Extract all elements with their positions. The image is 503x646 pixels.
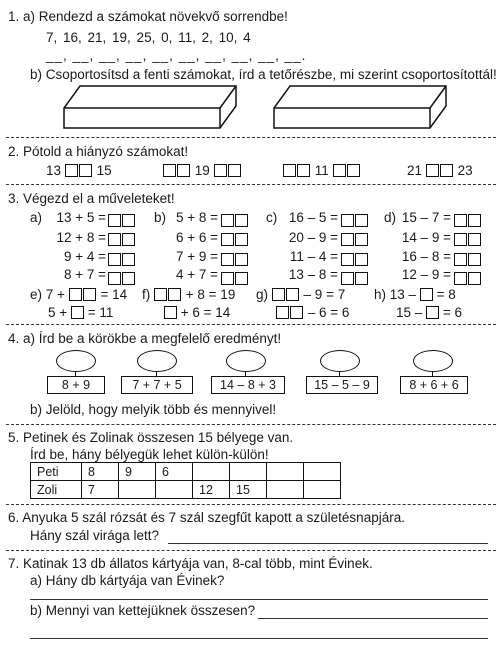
q3-h-label: h) [374,287,387,302]
answer-box[interactable] [108,214,121,227]
q3-title: 3. Végezd el a műveleteket! [8,191,175,206]
answer-box[interactable] [108,272,121,285]
roof-box-right[interactable] [270,84,450,130]
answer-box[interactable] [454,253,467,266]
table-cell[interactable]: 7 [82,481,119,499]
table-cell[interactable] [267,463,304,481]
q7-a: a) Hány db kártyája van Évinek? [30,573,225,588]
result-circle[interactable] [320,350,360,372]
table-cell[interactable] [119,481,156,499]
answer-box[interactable] [272,288,285,301]
table-cell[interactable] [230,463,267,481]
expression-box: 14 – 8 + 3 [211,376,285,394]
q3-op: = 11 [87,305,114,320]
q3-op: 13 + 5 = [56,210,106,225]
q3-op: 13 – 8 = [288,267,338,282]
divider [6,137,496,138]
answer-box[interactable] [164,306,177,319]
q3-g-line1 [256,287,345,302]
answer-box[interactable] [122,272,135,285]
table-cell[interactable]: 6 [156,463,193,481]
answer-box[interactable] [65,164,78,177]
answer-box[interactable] [79,164,92,177]
answer-box[interactable] [221,272,234,285]
answer-box[interactable] [341,233,354,246]
answer-box[interactable] [122,233,135,246]
table-cell: Peti [31,463,82,481]
q3-e-line2 [48,305,113,320]
q3-c-answers [341,211,369,288]
answer-box[interactable] [440,164,453,177]
divider [6,324,496,325]
table-cell[interactable]: 9 [119,463,156,481]
q1-numbers: 7, 16, 21, 19, 25, 0, 11, 2, 10, 4 [46,30,251,45]
answer-box[interactable] [454,233,467,246]
q3-h-line1 [374,287,456,302]
q2-right: 19 [194,163,210,178]
table-cell[interactable] [304,481,341,499]
q1-b: b) Csoportosítsd a fenti számokat, írd a tetőrészbe, mi szerint csoportosítottál! [30,67,497,82]
table-cell[interactable]: 8 [82,463,119,481]
q4-b: b) Jelöld, hogy melyik több és mennyivel! [30,402,277,417]
answer-box[interactable] [221,233,234,246]
answer-box[interactable] [468,233,481,246]
q3-op: 6 + 6 = [175,230,218,245]
q3-op: 15 – 7 = [401,210,451,225]
table-cell[interactable] [304,463,341,481]
table-row [31,463,341,481]
table-cell: Zoli [31,481,82,499]
answer-box[interactable] [355,233,368,246]
answer-box[interactable] [214,164,227,177]
q3-op: 16 – 5 = [288,210,338,225]
q2-item-1 [46,163,112,178]
table-cell[interactable]: 15 [230,481,267,499]
answer-box[interactable] [297,164,310,177]
answer-line[interactable] [30,638,488,639]
q3-op: 16 – 8 = [401,249,451,264]
roof-box-left[interactable] [60,84,240,130]
q3-f-line2 [164,305,230,320]
answer-box[interactable] [286,288,299,301]
answer-box[interactable] [347,164,360,177]
result-circle[interactable] [137,350,177,372]
q7-line1: 7. Katinak 13 db állatos kártyája van, 8-cal több, mint Évinek. [8,556,373,571]
q3-op: 8 + 7 = [63,267,106,282]
table-cell[interactable] [156,481,193,499]
expression-box: 15 – 5 – 9 [306,376,378,394]
divider [6,184,496,185]
answer-box[interactable] [108,253,121,266]
q3-op: = 14 [100,287,128,302]
q3-op: = 8 [436,287,456,302]
q3-op: 9 + 4 = [63,249,106,264]
q1-blanks[interactable]: __, __, __, __, __, __, __, __, __, __. [46,48,307,63]
answer-box[interactable] [468,214,481,227]
result-circle[interactable] [413,350,453,372]
q3-label-a: a) [30,210,43,225]
q3-op: 12 – 9 = [401,267,451,282]
answer-box[interactable] [235,272,248,285]
answer-line[interactable] [30,599,488,600]
q2-right: 15 [96,163,112,178]
divider [6,424,496,425]
answer-box[interactable] [228,164,241,177]
q3-g-line2 [276,305,349,320]
q3-op: 7 + 9 = [175,249,218,264]
q4-title: 4. a) Írd be a körökbe a megfelelő eredményt! [8,331,282,346]
answer-box[interactable] [221,214,234,227]
answer-box[interactable] [177,164,190,177]
q2-item-2 [163,163,242,178]
divider [6,550,496,551]
q6-line1: 6. Anyuka 5 szál rózsát és 7 szál szegfűt kapott a születésnapjára. [8,510,405,525]
answer-box[interactable] [168,288,181,301]
table-cell[interactable]: 12 [193,481,230,499]
q3-op: 5 + [48,305,68,320]
q3-label-b: b) [154,210,167,225]
answer-box[interactable] [426,164,439,177]
answer-box[interactable] [235,214,248,227]
q3-op: + 6 = 14 [180,305,231,320]
answer-box[interactable] [355,214,368,227]
answer-box[interactable] [154,288,167,301]
q3-op: 4 + 7 = [175,267,218,282]
answer-box[interactable] [283,164,296,177]
answer-box[interactable] [235,233,248,246]
answer-box[interactable] [122,214,135,227]
q3-op: 14 – 9 = [401,230,451,245]
q3-op: – 6 = 6 [307,305,350,320]
q2-left: 21 [407,163,423,178]
q2-left: 13 [46,163,62,178]
answer-box[interactable] [454,214,467,227]
q6-line2: Hány szál virága lett? [30,528,160,543]
q2-item-4 [407,163,473,178]
q3-h-line2 [396,305,462,320]
q3-op: 7 + [45,287,65,302]
answer-box[interactable] [420,288,433,301]
answer-line[interactable] [258,618,488,619]
answer-box[interactable] [341,214,354,227]
answer-box[interactable] [468,272,481,285]
q3-op: 5 + 8 = [175,210,218,225]
q3-e-line1 [30,287,127,302]
answer-box[interactable] [290,306,303,319]
expression-box: 7 + 7 + 5 [121,376,193,394]
table-cell[interactable] [193,463,230,481]
answer-box[interactable] [235,253,248,266]
q3-e-label: e) [30,287,43,302]
answer-line[interactable] [168,543,488,544]
expression-box: 8 + 9 [47,376,105,394]
q5-line1: 5. Petinek és Zolinak összesen 15 bélyege van. [8,430,294,445]
answer-box[interactable] [122,253,135,266]
answer-box[interactable] [341,272,354,285]
q3-label-d: d) [384,210,397,225]
stamps-table [30,462,341,499]
q5-line2: Írd be, hány bélyegük lehet külön-külön! [30,447,269,462]
q3-op: + 8 = 19 [185,287,236,302]
q3-op: = 6 [442,305,462,320]
q3-f-line1 [142,287,235,302]
q2-title: 2. Pótold a hiányzó számokat! [8,144,189,159]
answer-box[interactable] [426,306,439,319]
answer-box[interactable] [468,253,481,266]
result-circle[interactable] [56,350,96,372]
q3-b-answers [221,211,249,288]
answer-box[interactable] [355,253,368,266]
table-row [31,481,341,499]
expression-box: 8 + 6 + 6 [400,376,468,394]
q3-g-label: g) [256,287,269,302]
q2-right: 23 [457,163,473,178]
q3-op: – 9 = 7 [303,287,346,302]
q3-op: 11 – 4 = [289,249,338,264]
answer-box[interactable] [163,164,176,177]
q3-op: 20 – 9 = [288,230,338,245]
table-cell[interactable] [267,481,304,499]
answer-box[interactable] [333,164,346,177]
answer-box[interactable] [83,288,96,301]
q3-label-c: c) [266,210,278,225]
q2-item-3 [283,163,361,178]
q3-d-answers [454,211,482,288]
answer-box[interactable] [341,253,354,266]
q1-title: 1. a) Rendezd a számokat növekvő sorrendbe! [8,9,288,24]
q2-right: 11 [314,163,329,178]
answer-box[interactable] [276,306,289,319]
q3-op: 12 + 8 = [56,230,106,245]
q3-op: 15 – [396,305,423,320]
q3-f-label: f) [142,287,151,302]
answer-box[interactable] [108,233,121,246]
divider [6,504,496,505]
answer-box[interactable] [355,272,368,285]
answer-box[interactable] [71,306,84,319]
q7-b: b) Mennyi van kettejüknek összesen? [30,603,256,618]
answer-box[interactable] [69,288,82,301]
answer-box[interactable] [454,272,467,285]
q3-a-answers [108,211,136,288]
q3-op: 13 – [389,287,417,302]
result-circle[interactable] [226,350,266,372]
answer-box[interactable] [221,253,234,266]
